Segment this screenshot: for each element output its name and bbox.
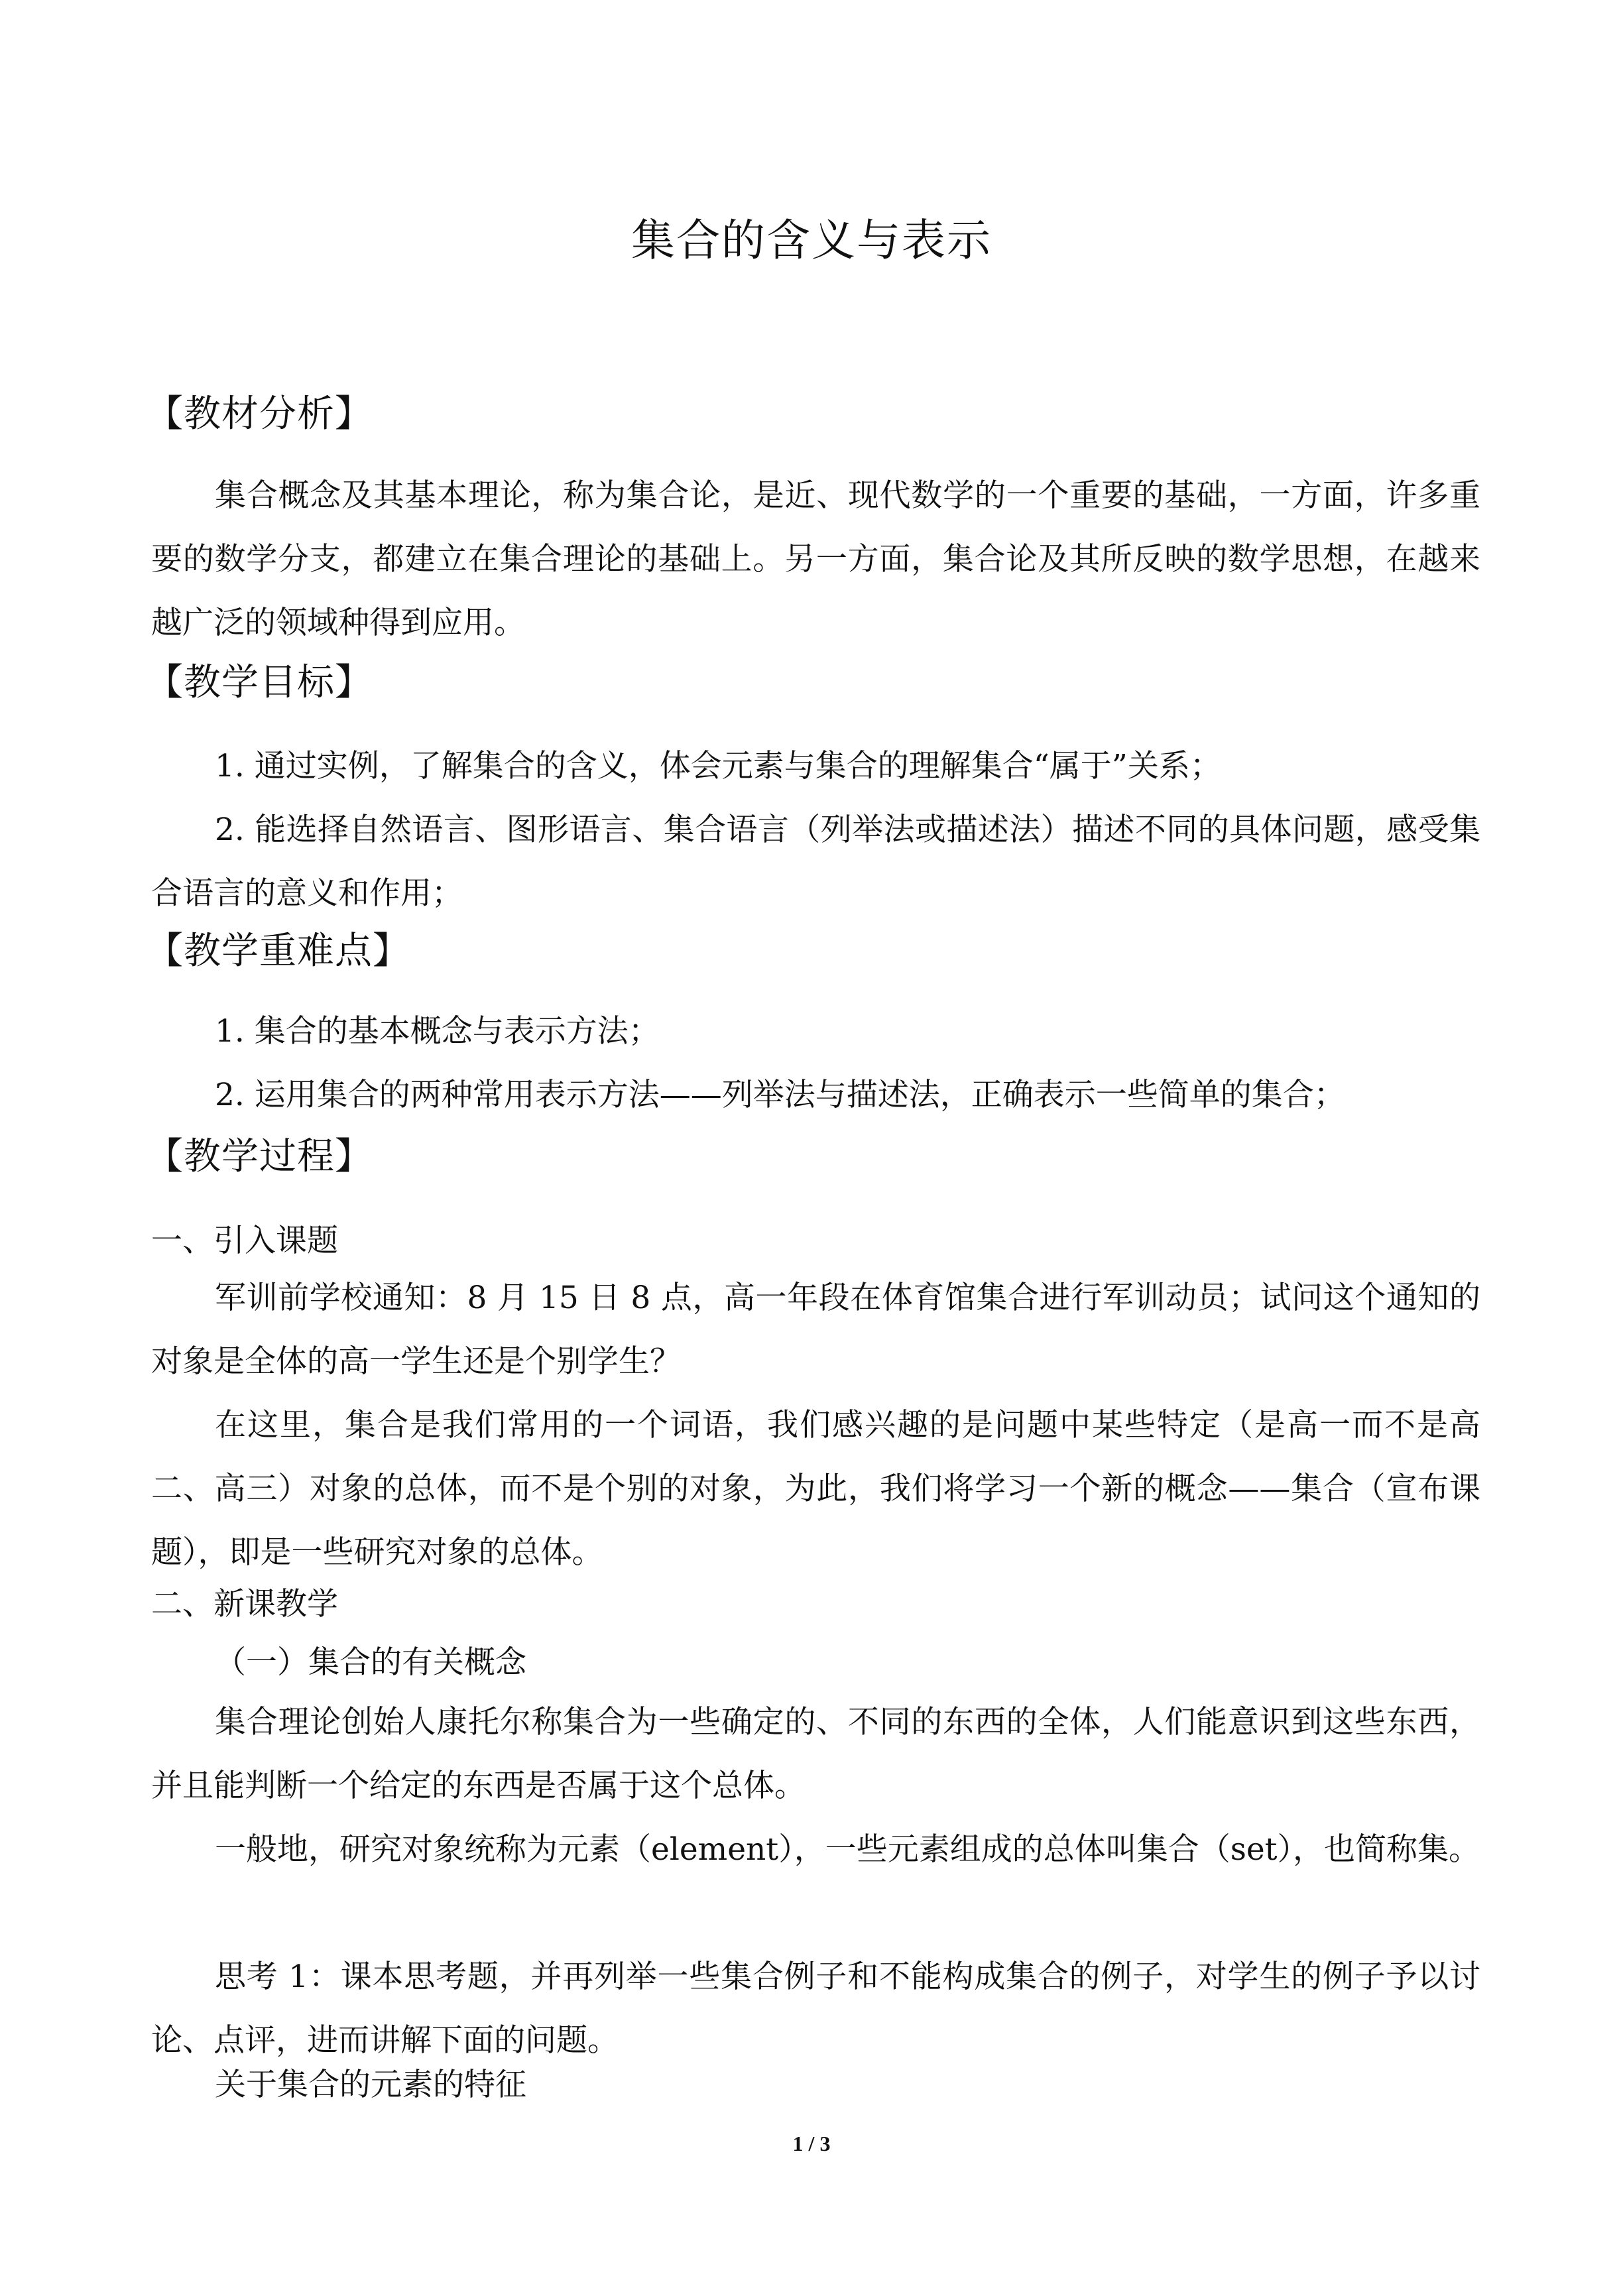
part2-paragraph-4: 关于集合的元素的特征 [215, 2067, 526, 2103]
part1-paragraph-1: 军训前学校通知：8 月 15 日 8 点，高一年段在体育馆集合进行军训动员；试问这个通知的对象是全体的高一学生还是个别学生？ [151, 1280, 1480, 1380]
part2-paragraph-1: 集合理论创始人康托尔称集合为一些确定的、不同的东西的全体，人们能意识到这些东西，并且能判断一个给定的东西是否属于这个总体。 [151, 1704, 1480, 1804]
heading-key-points: 【教学重难点】 [146, 930, 410, 973]
goal-item-1: 1. 通过实例，了解集合的含义，体会元素与集合的理解集合“属于”关系； [215, 748, 1221, 784]
part2-sub-title: （一）集合的有关概念 [215, 1644, 526, 1681]
part2-title: 二、新课教学 [151, 1586, 338, 1622]
part2-paragraph-3: 思考 1：课本思考题，并再列举一些集合例子和不能构成集合的例子，对学生的例子予以讨论、点评，进而讲解下面的问题。 [151, 1959, 1480, 2059]
key-point-item-2: 2. 运用集合的两种常用表示方法——列举法与描述法，正确表示一些简单的集合； [215, 1077, 1345, 1113]
document-title: 集合的含义与表示 [631, 215, 992, 266]
heading-goals: 【教学目标】 [146, 661, 373, 704]
part1-paragraph-2: 在这里，集合是我们常用的一个词语，我们感兴趣的是问题中某些特定（是高一而不是高二、高三）对象的总体，而不是个别的对象，为此，我们将学习一个新的概念——集合（宣布课题），即是一些研究对象的总体。 [151, 1407, 1480, 1571]
part1-title: 一、引入课题 [151, 1223, 338, 1259]
heading-analysis: 【教材分析】 [146, 393, 373, 436]
key-point-item-1: 1. 集合的基本概念与表示方法； [215, 1013, 660, 1050]
part2-paragraph-2: 一般地，研究对象统称为元素（element），一些元素组成的总体叫集合（set），也简称集。 [215, 1831, 1480, 1868]
analysis-paragraph: 集合概念及其基本理论，称为集合论，是近、现代数学的一个重要的基础，一方面，许多重要的数学分支，都建立在集合理论的基础上。另一方面，集合论及其所反映的数学思想，在越来越广泛的领域种得到应用。 [151, 477, 1480, 641]
goal-item-2: 2. 能选择自然语言、图形语言、集合语言（列举法或描述法）描述不同的具体问题，感受集合语言的意义和作用； [151, 812, 1480, 912]
page-number: 1 / 3 [792, 2132, 831, 2155]
heading-process: 【教学过程】 [146, 1135, 373, 1178]
